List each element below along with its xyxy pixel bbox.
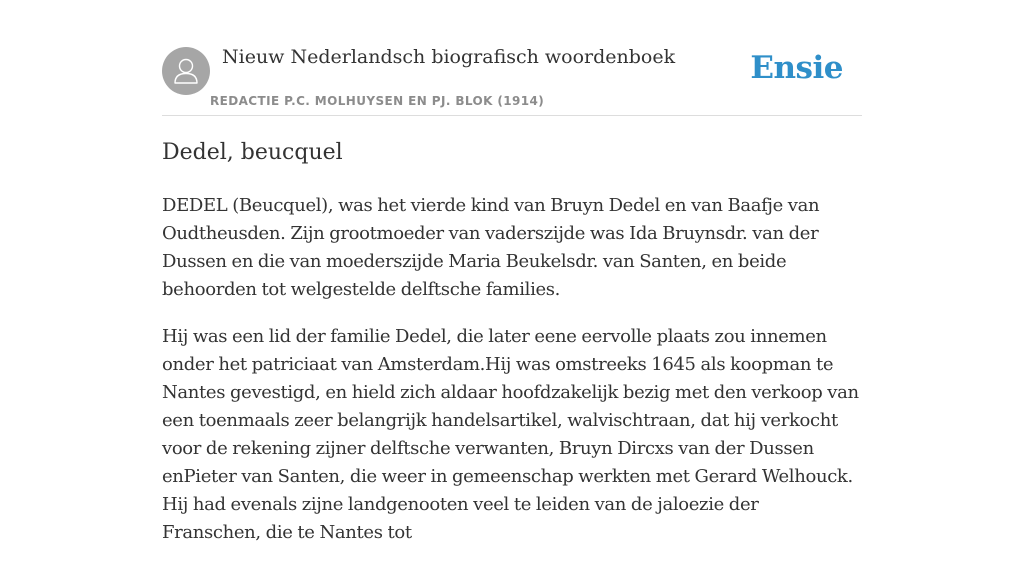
header (162, 0, 862, 116)
person-outline-icon (162, 47, 210, 95)
article-paragraph: DEDEL (Beucquel), was het vierde kind van Bruyn Dedel en van Baafje van Oudtheusden. Zijn grootmoeder van vaderszijde was Ida Bruynsdr. van der Dussen en die van moederszijde Maria Beukelsdr. van Santen, en beide behoorden tot welgestelde delftsche families. (162, 195, 820, 300)
page (162, 0, 862, 543)
book-editors: REDACTIE P.C. MOLHUYSEN EN PJ. BLOK (1914) (210, 94, 545, 108)
entry-title: Dedel, beucquel (162, 140, 343, 165)
brand-logo[interactable]: Ensie (750, 50, 843, 86)
book-title[interactable]: Nieuw Nederlandsch biografisch woordenboek (222, 46, 676, 68)
article-paragraph: Hij was een lid der familie Dedel, die later eene eervolle plaats zou innemen onder het patriciaat van Amsterdam.Hij was omstreeks 1645 als koopman te Nantes gevestigd, en hield zich aldaar hoofdzakelijk bezig met den verkoop van een toenmaals zeer belangrijk handelsartikel, walvischtraan, dat hij verkocht voor de rekening zijner delftsche verwanten, Bruyn Dircxs van der Dussen enPieter van Santen, die weer in gemeenschap werkten met Gerard Welhouck. Hij had evenals zijne landgenooten veel te leiden van de jaloezie der Franschen, die te Nantes tot (162, 326, 859, 543)
user-avatar-icon[interactable] (162, 47, 210, 95)
article-body (162, 192, 862, 566)
